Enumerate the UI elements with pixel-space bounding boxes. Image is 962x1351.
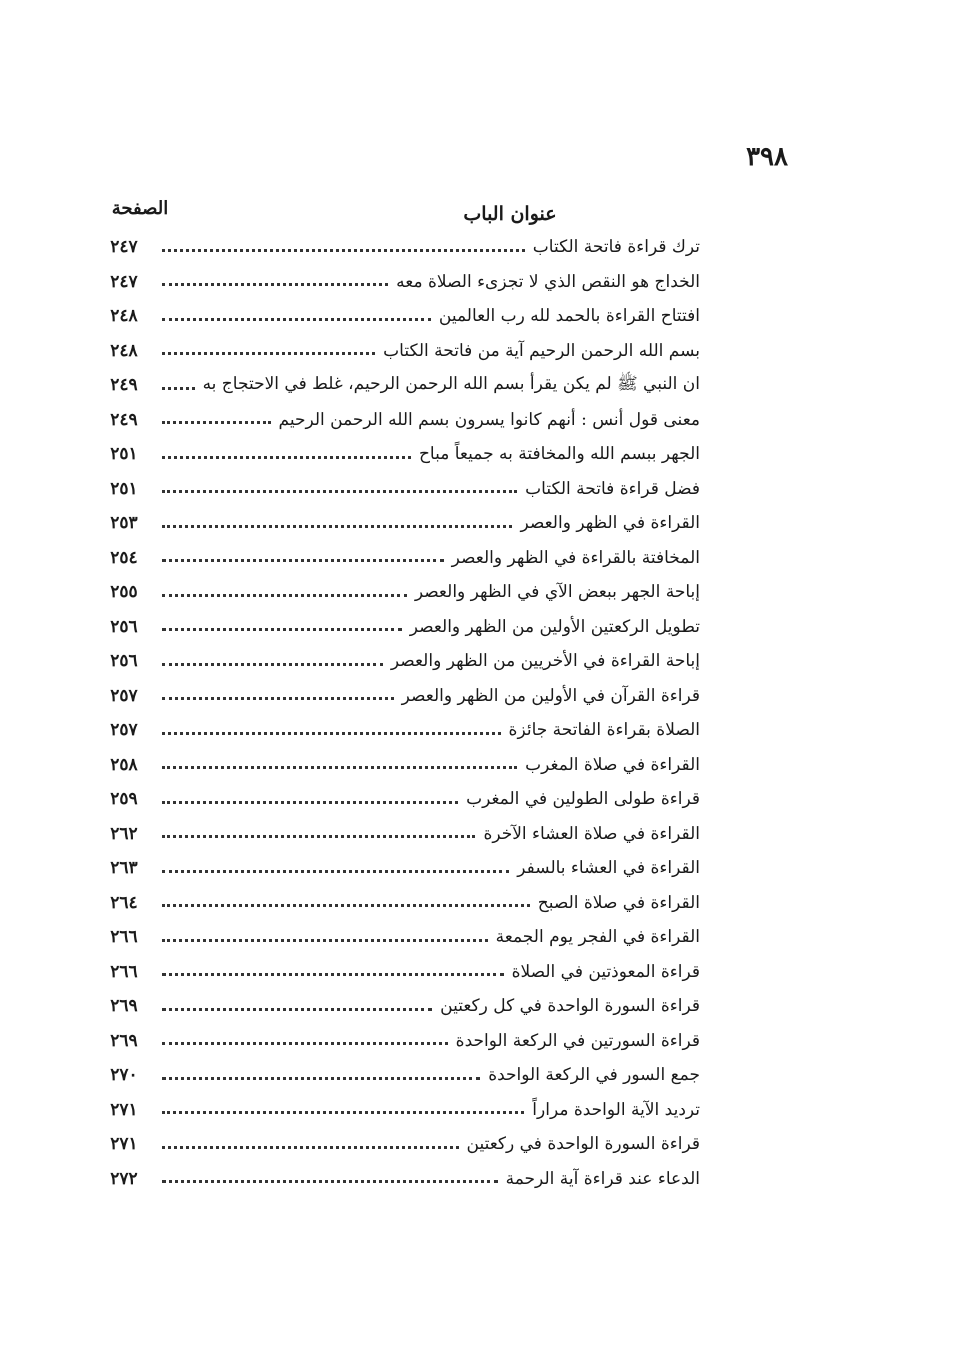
toc-page-number: ٢٦٦ (110, 961, 138, 982)
toc-title: قراءة القرآن في الأولين من الظهر والعصر (401, 685, 700, 706)
toc-row (96, 437, 700, 472)
toc-title: تطويل الركعتين الأولين من الظهر والعصر (409, 616, 700, 637)
toc-row (96, 1024, 700, 1059)
toc-row (96, 817, 700, 852)
dot-leader (162, 446, 411, 459)
dot-leader (162, 653, 383, 666)
toc-page-number: ٢٦٢ (110, 823, 138, 844)
toc-row (96, 886, 700, 921)
dot-leader (162, 1136, 459, 1149)
toc-page-number: ٢٤٨ (110, 340, 138, 361)
toc-row (96, 1058, 700, 1093)
toc-title: بسم الله الرحمن الرحيم آية من فاتحة الكتاب (383, 340, 700, 361)
toc-title: الجهر ببسم الله والمخافتة به جميعاً مباح (418, 444, 700, 465)
toc-page-number: ٢٦٦ (110, 927, 138, 948)
toc-title: الدعاء عند قراءة آية الرحمة (505, 1168, 700, 1189)
dot-leader (162, 929, 488, 942)
toc-row (96, 955, 700, 990)
dot-leader (162, 549, 444, 562)
dot-leader (162, 377, 195, 390)
toc-page-number: ٢٥٣ (110, 513, 138, 534)
toc-title: قراءة السورتين في الركعة الواحدة (455, 1030, 700, 1051)
toc-page-number: ٢٧٢ (110, 1168, 138, 1189)
dot-leader (162, 1032, 448, 1045)
toc-title: ترديد الآية الواحدة مراراً (532, 1099, 700, 1120)
dot-leader (162, 860, 509, 873)
toc-page-number: ٢٥٥ (110, 582, 138, 603)
toc-row (96, 299, 700, 334)
dot-leader (162, 756, 517, 769)
toc-row (96, 851, 700, 886)
toc-row (96, 265, 700, 300)
toc-row (96, 1093, 700, 1128)
dot-leader (162, 618, 402, 631)
dot-leader (162, 411, 271, 424)
dot-leader (162, 1170, 498, 1183)
column-header-title: عنوان الباب (463, 203, 557, 225)
toc-title: القراءة في الفجر يوم الجمعة (495, 927, 700, 948)
toc-page-number: ٢٦٣ (110, 858, 138, 879)
toc-title: إباحة الجهر ببعض الآي في الظهر والعصر (414, 582, 700, 603)
toc-page-number: ٢٧١ (110, 1099, 138, 1120)
toc-title: ان النبي ﷺ لم يكن يقرأ بسم الله الرحمن الرحيم، غلط في الاحتجاج به (202, 373, 700, 394)
toc-page-number: ٢٦٤ (110, 892, 138, 913)
toc-row (96, 1127, 700, 1162)
toc-row (96, 506, 700, 541)
toc-page-number: ٢٥٧ (110, 720, 138, 741)
toc-row (96, 644, 700, 679)
dot-leader (162, 273, 388, 286)
toc-row (96, 610, 700, 645)
toc-row (96, 403, 700, 438)
toc-page-number: ٢٤٧ (110, 271, 138, 292)
dot-leader (162, 239, 525, 252)
toc-row (96, 782, 700, 817)
dot-leader (162, 308, 431, 321)
toc-row (96, 368, 700, 403)
toc-page-number: ٢٦٩ (110, 996, 138, 1017)
toc-page-number: ٢٤٩ (110, 375, 138, 396)
toc-title: القراءة في العشاء بالسفر (517, 858, 700, 879)
dot-leader (162, 894, 530, 907)
toc-page-number: ٢٤٧ (110, 237, 138, 258)
dot-leader (162, 791, 458, 804)
toc-row (96, 989, 700, 1024)
toc-page-number: ٢٥٧ (110, 685, 138, 706)
toc-page-number: ٢٧٠ (110, 1065, 138, 1086)
toc-page-number: ٢٤٨ (110, 306, 138, 327)
dot-leader (162, 722, 501, 735)
dot-leader (162, 515, 512, 528)
toc-page-number: ٢٥٨ (110, 754, 138, 775)
toc-title: ترك قراءة فاتحة الكتاب (532, 237, 700, 258)
toc-page-number: ٢٥١ (110, 444, 138, 465)
toc-title: جمع السور في الركعة الواحدة (488, 1065, 700, 1086)
toc-page-number: ٢٧١ (110, 1134, 138, 1155)
toc-page-number: ٢٦٩ (110, 1030, 138, 1051)
toc-title: معنى قول أنس : أنهم كانوا يسرون بسم الله الرحمن الرحيم (278, 409, 700, 430)
toc-page-number: ٢٥٩ (110, 789, 138, 810)
toc-title: الصلاة بقراءة الفاتحة جائزة (508, 720, 700, 741)
toc-row (96, 541, 700, 576)
toc-row (96, 679, 700, 714)
toc-title: القراءة في الظهر والعصر (520, 513, 700, 534)
toc-title: القراءة في صلاة الصبح (537, 892, 700, 913)
toc-page-number: ٢٥٤ (110, 547, 138, 568)
toc-row (96, 472, 700, 507)
toc-title: فضل قراءة فاتحة الكتاب (525, 478, 700, 499)
dot-leader (162, 825, 475, 838)
column-header-page: الصفحة (111, 198, 169, 219)
dot-leader (162, 480, 517, 493)
toc-row (96, 1162, 700, 1197)
dot-leader (162, 998, 432, 1011)
toc-page-number: ٢٤٩ (110, 409, 138, 430)
toc-title: المخافتة بالقراءة في الظهر والعصر (451, 547, 700, 568)
dot-leader (162, 963, 504, 976)
toc-title: قراءة السورة الواحدة في كل ركعتين (440, 996, 700, 1017)
toc-page-number: ٢٥١ (110, 478, 138, 499)
page-number: ٣٩٨ (746, 142, 788, 172)
toc-title: القراءة في صلاة العشاء الآخرة (483, 823, 700, 844)
toc-row (96, 748, 700, 783)
toc-row (96, 230, 700, 265)
toc-row (96, 713, 700, 748)
toc-title: إباحة القراءة في الأخريين من الظهر والعصر (390, 651, 700, 672)
dot-leader (162, 584, 407, 597)
toc-row (96, 334, 700, 369)
toc-page-number: ٢٥٦ (110, 616, 138, 637)
dot-leader (162, 1101, 524, 1114)
dot-leader (162, 1067, 480, 1080)
toc-title: القراءة في صلاة المغرب (525, 754, 700, 775)
dot-leader (162, 687, 394, 700)
table-of-contents (96, 230, 700, 1196)
toc-title: قراءة طولى الطولين في المغرب (466, 789, 700, 810)
toc-title: الخداج هو النقص الذي لا تجزىء الصلاة معه (396, 271, 700, 292)
toc-title: قراءة السورة الواحدة في ركعتين (466, 1134, 700, 1155)
toc-row (96, 575, 700, 610)
toc-title: قراءة المعوذتين في الصلاة (511, 961, 700, 982)
toc-title: افتتاح القراءة بالحمد لله رب العالمين (438, 306, 700, 327)
toc-page-number: ٢٥٦ (110, 651, 138, 672)
toc-row (96, 920, 700, 955)
dot-leader (162, 342, 375, 355)
